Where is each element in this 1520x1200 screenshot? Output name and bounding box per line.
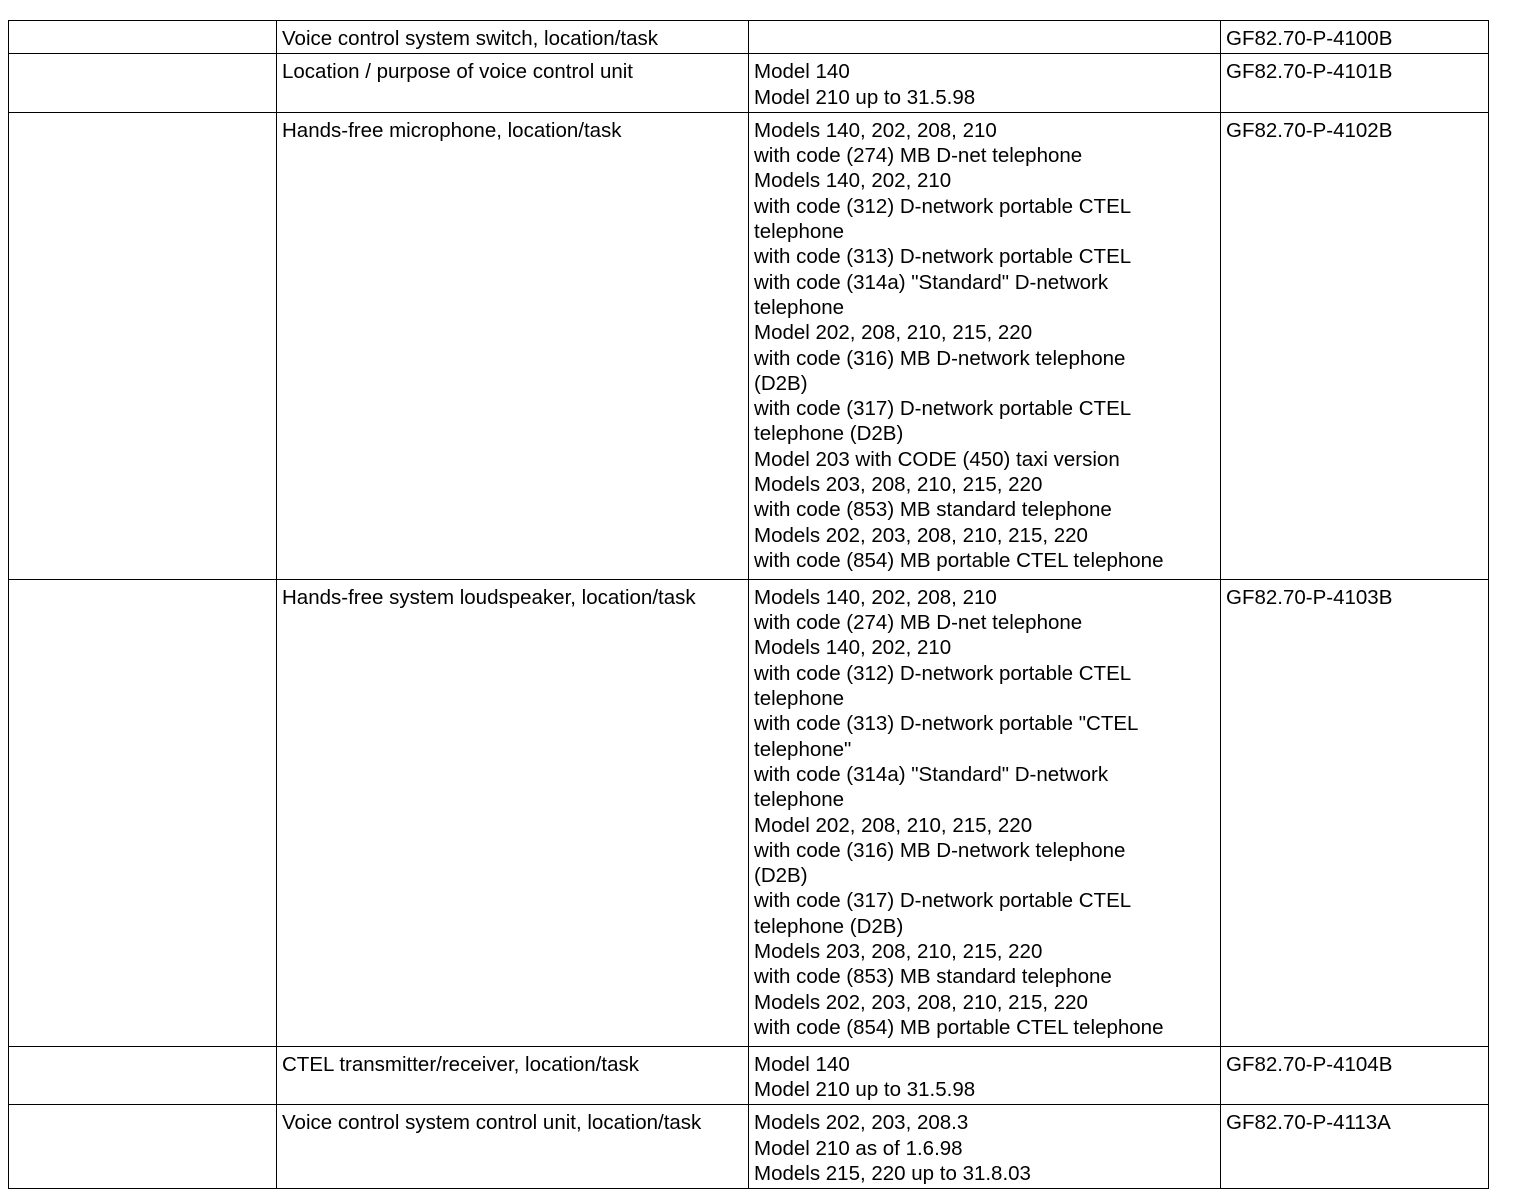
model-line: with code (314a) "Standard" D-network	[754, 270, 1109, 294]
model-line: Model 210 up to 31.5.98	[754, 85, 976, 109]
model-line: (D2B)	[754, 371, 808, 395]
table-body	[9, 21, 1489, 1189]
reference-code-cell: GF82.70-P-4103B	[1221, 579, 1489, 1046]
table-row	[9, 1046, 1489, 1105]
model-line: with code (314a) "Standard" D-network	[754, 762, 1109, 786]
blank-cell	[9, 579, 277, 1046]
model-line: with code (317) D-network portable CTEL	[754, 397, 1132, 421]
table-row	[9, 1105, 1489, 1189]
title-cell: Voice control system switch, location/task	[277, 21, 749, 54]
model-line: telephone	[754, 687, 845, 711]
models-cell	[749, 1046, 1221, 1105]
models-cell	[749, 112, 1221, 579]
model-line: with code (274) MB D-net telephone	[754, 144, 1083, 168]
table-row	[9, 54, 1489, 113]
table-row	[9, 21, 1489, 54]
model-line: Models 140, 202, 208, 210	[754, 118, 997, 142]
model-line: Model 202, 208, 210, 215, 220	[754, 321, 1033, 345]
model-line: with code (312) D-network portable CTEL	[754, 661, 1132, 685]
models-cell	[749, 1105, 1221, 1189]
model-line: with code (313) D-network portable "CTEL	[754, 712, 1139, 736]
title-cell: CTEL transmitter/receiver, location/task	[277, 1046, 749, 1105]
model-line: telephone	[754, 788, 845, 812]
table-row	[9, 579, 1489, 1046]
model-line: Models 140, 202, 208, 210	[754, 585, 997, 609]
title-cell: Hands-free microphone, location/task	[277, 112, 749, 579]
model-line: with code (274) MB D-net telephone	[754, 611, 1083, 635]
model-line: telephone	[754, 295, 845, 319]
reference-code-cell: GF82.70-P-4100B	[1221, 21, 1489, 54]
models-cell	[749, 579, 1221, 1046]
model-line: telephone (D2B)	[754, 914, 904, 938]
blank-cell	[9, 112, 277, 579]
blank-cell	[9, 1046, 277, 1105]
model-line: with code (312) D-network portable CTEL	[754, 194, 1132, 218]
title-cell: Hands-free system loudspeaker, location/task	[277, 579, 749, 1046]
model-line: with code (317) D-network portable CTEL	[754, 889, 1132, 913]
model-line: Model 210 as of 1.6.98	[754, 1136, 963, 1160]
model-line: Models 203, 208, 210, 215, 220	[754, 940, 1043, 964]
model-line: (D2B)	[754, 864, 808, 888]
reference-code-cell: GF82.70-P-4113A	[1221, 1105, 1489, 1189]
models-cell	[749, 54, 1221, 113]
blank-cell	[9, 54, 277, 113]
model-line: Model 140	[754, 60, 850, 84]
model-line: Model 210 up to 31.5.98	[754, 1078, 976, 1102]
blank-cell	[9, 21, 277, 54]
model-line: Models 202, 203, 208, 210, 215, 220	[754, 990, 1088, 1014]
reference-table	[8, 20, 1489, 1189]
model-line: Models 140, 202, 210	[754, 636, 952, 660]
reference-code-cell: GF82.70-P-4104B	[1221, 1046, 1489, 1105]
model-line: Models 203, 208, 210, 215, 220	[754, 473, 1043, 497]
model-line: with code (853) MB standard telephone	[754, 965, 1112, 989]
model-line: telephone"	[754, 737, 852, 761]
title-cell: Voice control system control unit, location/task	[277, 1105, 749, 1189]
model-line: Models 140, 202, 210	[754, 169, 952, 193]
blank-cell	[9, 1105, 277, 1189]
title-cell: Location / purpose of voice control unit	[277, 54, 749, 113]
model-line: Model 203 with CODE (450) taxi version	[754, 447, 1120, 471]
model-line: with code (853) MB standard telephone	[754, 498, 1112, 522]
model-line: with code (854) MB portable CTEL telephone	[754, 1015, 1164, 1039]
model-line: telephone	[754, 220, 845, 244]
model-line: with code (316) MB D-network telephone	[754, 346, 1126, 370]
table-row	[9, 112, 1489, 579]
model-line: telephone (D2B)	[754, 422, 904, 446]
model-line: Models 202, 203, 208.3	[754, 1111, 969, 1135]
model-line: Models 202, 203, 208, 210, 215, 220	[754, 523, 1088, 547]
model-line: Model 202, 208, 210, 215, 220	[754, 813, 1033, 837]
model-line: Model 140	[754, 1052, 850, 1076]
model-line: Models 215, 220 up to 31.8.03	[754, 1162, 1031, 1186]
reference-code-cell: GF82.70-P-4102B	[1221, 112, 1489, 579]
model-line: with code (854) MB portable CTEL telephone	[754, 548, 1164, 572]
models-cell	[749, 21, 1221, 54]
model-line: with code (316) MB D-network telephone	[754, 838, 1126, 862]
model-line: with code (313) D-network portable CTEL	[754, 245, 1132, 269]
reference-code-cell: GF82.70-P-4101B	[1221, 54, 1489, 113]
